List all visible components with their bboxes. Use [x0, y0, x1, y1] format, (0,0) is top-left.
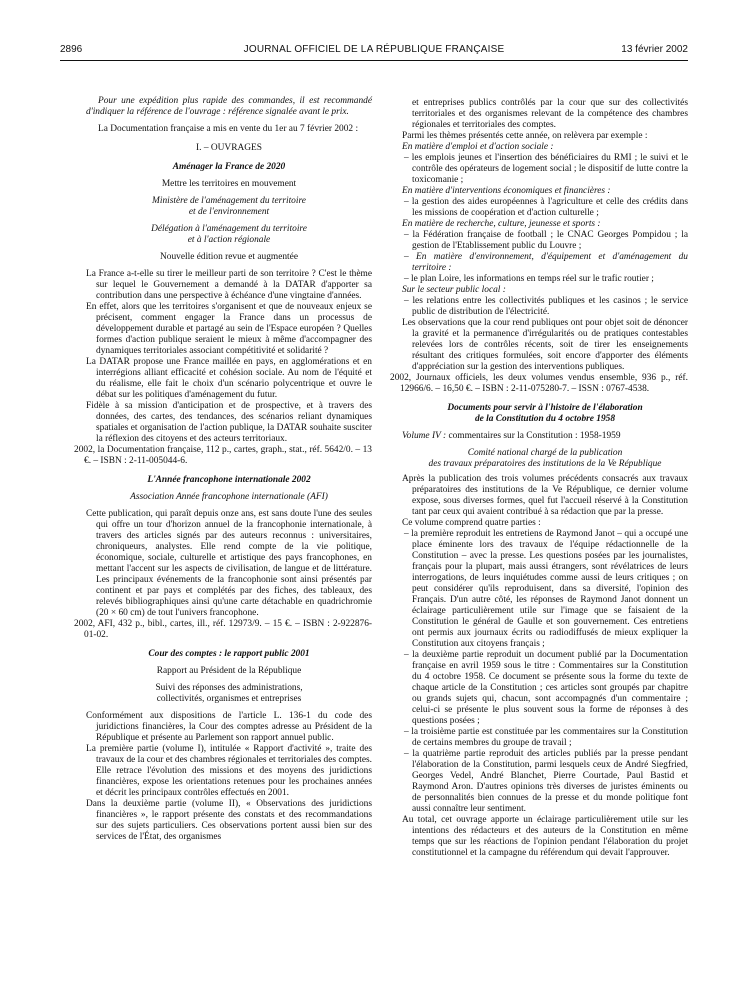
theme-heading: En matière d'emploi et d'action sociale :: [402, 142, 554, 152]
book-description-paragraph: La France a-t-elle su tirer le meilleur parti de son territoire ? C'est le thème sur lequel le Gouvernement a demandé à la DATAR d'apporter sa contribution dans une perspective à échéance d'une vingtaine d'années.: [86, 269, 372, 301]
author-delegation-line-2: et à l'action régionale: [187, 235, 271, 245]
book-reference: 2002, la Documentation française, 112 p., cartes, graph., stat., réf. 5642/0. – 13 €. – ISBN : 2-11-005044-6.: [74, 445, 372, 466]
theme-heading: – En matière d'environnement, d'équipement et d'aménagement du territoire :: [404, 252, 688, 273]
journal-title: JOURNAL OFFICIEL DE LA RÉPUBLIQUE FRANÇAISE: [243, 44, 505, 55]
book-description-paragraph: Après la publication des trois volumes précédents consacrés aux travaux préparatoires des institutions de la Ve République, ce dernier volume expose, sous diverses formes, quel fut l'accueil réservé à la Constitution tant par ceux qui avaient contribué à sa rédaction que par la presse.: [402, 474, 688, 517]
volume-part-item: – la quatrième partie reproduit des articles publiés par la presse pendant l'élaboration de la Constitution, parmi lesquels ceux de André Siegfried, Georges Vedel, André Blanchet, Pierre Courtade, Paul Bastid et Raymond Aron. D'autres opinions très diverses de juristes éminents ou de personnalités bien connues de la presse et du monde politique font aussi connaître leur sentiment.: [404, 749, 688, 814]
volume-label: Volume IV :: [402, 431, 447, 441]
continued-paragraph: et entreprises publics contrôlés par la cour que sur des collectivités territoriales et des organismes relevant de la compétence des chambres régionales et territoriales des comptes.: [412, 98, 688, 130]
page-header: [60, 44, 688, 60]
page-number: 2896: [60, 44, 83, 55]
book-description-paragraph: Conformément aux dispositions de l'article L. 136-1 du code des juridictions financières, la Cour des comptes adresse au Président de la République et présente au Parlement son rapport annuel public.: [86, 711, 372, 743]
volume-text: commentaires sur la Constitution : 1958-1959: [446, 431, 621, 441]
right-column: [390, 98, 688, 859]
book-subtitle-cour-des-comptes: Rapport au Président de la République: [156, 666, 302, 676]
left-column: [74, 96, 372, 843]
book-title-annee-francophone: L'Année francophone internationale 2002: [147, 475, 311, 485]
book-title-constitution-line-2: de la Constitution du 4 octobre 1958: [474, 414, 616, 424]
book-subtitle-line-1: Suivi des réponses des administrations,: [155, 683, 303, 693]
theme-heading: En matière d'interventions économiques et financières :: [402, 186, 611, 196]
book-subtitle-line-2: collectivités, organismes et entreprises: [156, 694, 302, 704]
theme-item: – la Fédération française de football ; le CNAC Georges Pompidou ; la gestion de l'Etablissement public du Louvre ;: [404, 230, 688, 251]
theme-heading: Sur le secteur public local :: [402, 285, 506, 295]
book-description-paragraph: Fidèle à sa mission d'anticipation et de prospective, et à travers des données, des cartes, des tendances, des scénarios reliant dynamiques spatiales et organisation de l'action publique, la DATAR souhaite susciter la réflexion des citoyens et des acteurs territoriaux.: [86, 401, 372, 444]
book-description-paragraph: Ce volume comprend quatre parties :: [402, 518, 541, 528]
volume-part-item: – la première reproduit les entretiens de Raymond Janot – qui a occupé une place éminente lors des travaux de l'équipe rédactionnelle de la Constitution – avec la presse. Les questions posées par les journalistes, français pour la plupart, mais aussi étrangers, sont révélatrices de leurs interrogations, de leurs inquiétudes comme aussi de leurs critiques ; on peut considérer qu'ils reproduisent, dans sa diversité, l'opinion des Français. D'un autre côté, les réponses de Raymond Janot donnent un éclairage particulièrement utile sur l'image que se faisaient de la Constitution le général de Gaulle et son gouvernement. Ces entretiens ont permis aux journaux écrits ou radiodiffusés de mieux expliquer la Constitution aux citoyens français ;: [404, 529, 688, 649]
volume-part-item: – la deuxième partie reproduit un document publié par la Documentation française en avril 1959 sous le titre : Commentaires sur la Constitution du 4 octobre 1958. Ce document se présente sous la forme du texte de chaque article de la Constitution ; ces articles sont groupés par chapitre ou grands sujets qui, chacun, sont accompagnés d'un commentaire ; celui-ci se présente le plus souvent sous la forme de réponses à des questions posées ;: [404, 650, 688, 726]
book-description-paragraph: Dans la deuxième partie (volume II), « Observations des juridictions financières », le rapport présente des constats et des recommandations sur des sujets particuliers. Ces observations portent aussi bien sur des services de l'État, des organismes: [86, 799, 372, 842]
book-reference: 2002, Journaux officiels, les deux volumes vendus ensemble, 936 p., réf. 12966/6. – 16,50 €. – ISBN : 2-11-075280-7. – ISSN : 0767-4538.: [390, 373, 688, 394]
committee-line-1: Comité national chargé de la publication: [467, 448, 623, 458]
theme-item: – la gestion des aides européennes à l'agriculture et celle des crédits dans les missions de coopération et d'action culturelle ;: [404, 197, 688, 218]
section-heading: I. – OUVRAGES: [196, 143, 262, 153]
theme-item: – les relations entre les collectivités publiques et les casinos ; le service public de distribution de l'électricité.: [404, 296, 688, 317]
book-title-amenager: Aménager la France de 2020: [172, 162, 286, 172]
author-ministry-line-2: et de l'environnement: [188, 207, 270, 217]
book-description-paragraph: Cette publication, qui paraît depuis onze ans, est sans doute l'une des seules qui offre un tour d'horizon annuel de la francophonie internationale, à travers des articles signés par des auteurs reconnus : universitaires, chroniqueurs, analystes. Elle rend compte de la vie politique, économique, sociale, culturelle et artistique des pays francophones, en mettant l'accent sur les aspects de civilisation, de langue et de littérature. Les principaux événements de la francophonie sont ainsi présentés par continent et par pays et complétés par des fiches, des tableaux, des relevés bibliographiques ainsi qu'une carte détachable en quadrichromie (20 × 60 cm) de tout l'univers francophone.: [86, 509, 372, 618]
theme-item: – les emplois jeunes et l'insertion des bénéficiaires du RMI ; le suivi et le contrôle des opérateurs de logement social ; le dispositif de lutte contre la toxicomanie ;: [404, 153, 688, 185]
observations-paragraph: Les observations que la cour rend publiques ont pour objet soit de dénoncer la gravité et la permanence d'irrégularités ou de pratiques contestables relevées lors de contrôles récents, soit de tirer les enseignements résultant des critiques formulées, soit encore d'apporter des éléments d'appréciation sur la gestion des interventions publiques.: [402, 318, 688, 372]
author-association: Association Année francophone internationale (AFI): [130, 492, 328, 502]
theme-item: – le plan Loire, les informations en temps réel sur le trafic routier ;: [404, 274, 654, 284]
book-title-cour-des-comptes: Cour des comptes : le rapport public 2001: [148, 649, 310, 659]
book-subtitle-amenager: Mettre les territoires en mouvement: [161, 179, 297, 189]
themes-intro: Parmi les thèmes présentés cette année, on relèvera par exemple :: [402, 131, 648, 141]
author-delegation-line-1: Délégation à l'aménagement du territoire: [151, 224, 307, 234]
book-description-paragraph: Au total, cet ouvrage apporte un éclairage particulièrement utile sur les intentions des rédacteurs et des auteurs de la Constitution en même temps que sur les réactions de l'opinion pendant l'élaboration du projet constitutionnel et la campagne du référendum qui devait l'approuver.: [402, 815, 688, 858]
header-rule: [60, 60, 688, 61]
order-notice: Pour une expédition plus rapide des commandes, il est recommandé d'indiquer la référence de l'ouvrage : référence signalée avant le prix.: [86, 96, 372, 117]
author-ministry-line-1: Ministère de l'aménagement du territoire: [152, 196, 306, 206]
book-description-paragraph: En effet, alors que les territoires s'organisent et que de nouveaux enjeux se précisent, comment engager la France dans un processus de développement durable et partagé au sein de l'Espace européen ? Quelles formes d'action publique seraient le mieux à même d'accompagner des dynamiques territoriales associant compétitivité et solidarité ?: [86, 302, 372, 356]
book-description-paragraph: La DATAR propose une France maillée en pays, en agglomérations et en interrégions alliant efficacité et cohésion sociale. Au nom de l'équité et du réalisme, elle fait le choix d'un scénario polycentrique et ouvre le débat sur les politiques d'aménagement du futur.: [86, 357, 372, 400]
issue-date: 13 février 2002: [621, 44, 688, 55]
book-reference: 2002, AFI, 432 p., bibl., cartes, ill., réf. 12973/9. – 15 €. – ISBN : 2-922876-01-02.: [74, 619, 372, 640]
volume-part-item: – la troisième partie est constituée par les commentaires sur la Constitution de certains membres du groupe de travail ;: [404, 727, 688, 748]
committee-line-2: des travaux préparatoires des institutions de la Ve République: [428, 459, 662, 469]
book-description-paragraph: La première partie (volume I), intitulée « Rapport d'activité », traite des travaux de la cour et des chambres régionales et territoriales des comptes. Elle retrace l'évolution des missions et des moyens des juridictions financières, expose les orientations retenues pour les prochaines années et décrit les principaux contrôles effectués en 2001.: [86, 744, 372, 798]
edition-note: Nouvelle édition revue et augmentée: [160, 252, 298, 262]
theme-heading: En matière de recherche, culture, jeunesse et sports :: [402, 219, 601, 229]
book-title-constitution-line-1: Documents pour servir à l'histoire de l'élaboration: [447, 403, 643, 413]
volume-line: [402, 431, 688, 442]
intro-paragraph: La Documentation française a mis en vente du 1er au 7 février 2002 :: [98, 124, 359, 134]
